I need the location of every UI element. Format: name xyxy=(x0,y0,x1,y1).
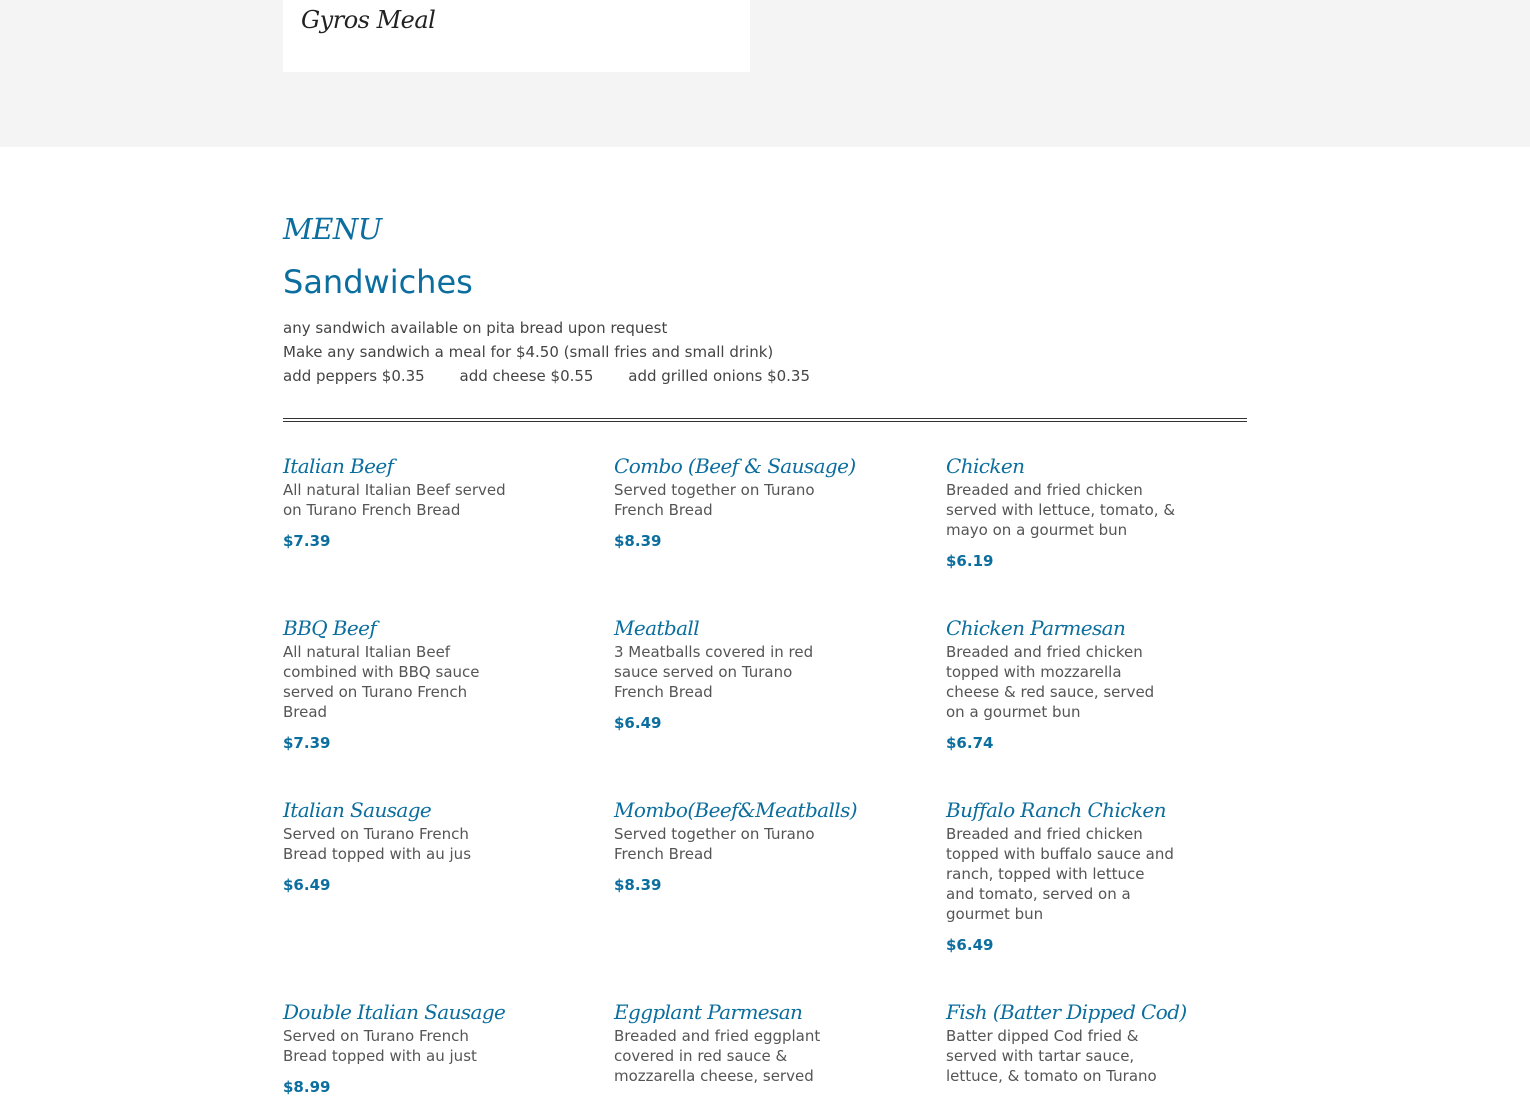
item-description: 3 Meatballs covered in red sauce served on Turano French Bread xyxy=(614,643,814,701)
gyros-meal-title: Gyros Meal xyxy=(301,6,436,34)
top-band xyxy=(0,0,1530,147)
menu-item xyxy=(614,998,844,1096)
menu-item xyxy=(283,998,513,1098)
item-price: $6.74 xyxy=(946,734,994,752)
menu-heading: MENU xyxy=(283,212,382,246)
item-description: Breaded and fried eggplant covered in red sauce & mozzarella cheese, served xyxy=(614,1027,821,1085)
addons-line xyxy=(283,364,840,388)
menu-item xyxy=(614,614,844,734)
item-description: Served together on Turano French Bread xyxy=(614,481,815,519)
item-name: BBQ Beef xyxy=(283,616,377,640)
item-description: Batter dipped Cod fried & served with tartar sauce, lettuce, & tomato on Turano xyxy=(946,1027,1157,1085)
item-description: Breaded and fried chicken served with lettuce, tomato, & mayo on a gourmet bun xyxy=(946,481,1176,539)
item-name: Fish (Batter Dipped Cod) xyxy=(946,1000,1187,1024)
addon-peppers: add peppers $0.35 xyxy=(283,367,425,385)
item-description: All natural Italian Beef served on Turano French Bread xyxy=(283,481,506,519)
menu-item xyxy=(946,614,1176,754)
addon-cheese: add cheese $0.55 xyxy=(459,367,594,385)
menu-item xyxy=(614,796,857,896)
item-name: Eggplant Parmesan xyxy=(614,1000,803,1024)
item-price: $6.19 xyxy=(946,552,994,570)
item-price: $6.49 xyxy=(614,714,662,732)
item-name: Combo (Beef & Sausage) xyxy=(614,454,856,478)
gyros-meal-card[interactable] xyxy=(283,0,750,72)
item-name: Mombo(Beef&Meatballs) xyxy=(614,798,857,822)
item-name: Italian Beef xyxy=(283,454,394,478)
item-price: $7.39 xyxy=(283,734,331,752)
section-divider xyxy=(283,418,1247,422)
item-price: $6.49 xyxy=(283,876,331,894)
menu-item xyxy=(614,452,856,552)
item-price: $8.39 xyxy=(614,532,662,550)
item-description: All natural Italian Beef combined with BBQ sauce served on Turano French Bread xyxy=(283,643,480,721)
item-name: Meatball xyxy=(614,616,699,640)
sandwich-notes xyxy=(283,316,840,388)
item-description: Served on Turano French Bread topped with au just xyxy=(283,1027,477,1065)
item-description: Served on Turano French Bread topped with au jus xyxy=(283,825,472,863)
item-price: $7.39 xyxy=(283,532,331,550)
section-title-sandwiches: Sandwiches xyxy=(283,263,473,301)
menu-item xyxy=(946,998,1187,1096)
item-price: $8.39 xyxy=(614,876,662,894)
menu-item xyxy=(946,796,1176,956)
item-description: Breaded and fried chicken topped with buffalo sauce and ranch, topped with lettuce and tomato, served on a gourmet bun xyxy=(946,825,1174,923)
item-price: $8.99 xyxy=(283,1078,331,1096)
menu-item xyxy=(283,614,513,754)
menu-item xyxy=(283,796,513,896)
addon-grilled-onions: add grilled onions $0.35 xyxy=(628,367,811,385)
item-name: Double Italian Sausage xyxy=(283,1000,506,1024)
note-meal: Make any sandwich a meal for $4.50 (small fries and small drink) xyxy=(283,343,774,361)
item-description: Served together on Turano French Bread xyxy=(614,825,815,863)
menu-item xyxy=(946,452,1176,572)
item-name: Italian Sausage xyxy=(283,798,432,822)
item-name: Chicken Parmesan xyxy=(946,616,1126,640)
item-description: Breaded and fried chicken topped with mozzarella cheese & red sauce, served on a gourmet bun xyxy=(946,643,1155,721)
note-pita: any sandwich available on pita bread upon request xyxy=(283,319,668,337)
item-name: Chicken xyxy=(946,454,1025,478)
menu-item xyxy=(283,452,513,552)
item-price: $6.49 xyxy=(946,936,994,954)
item-name: Buffalo Ranch Chicken xyxy=(946,798,1166,822)
